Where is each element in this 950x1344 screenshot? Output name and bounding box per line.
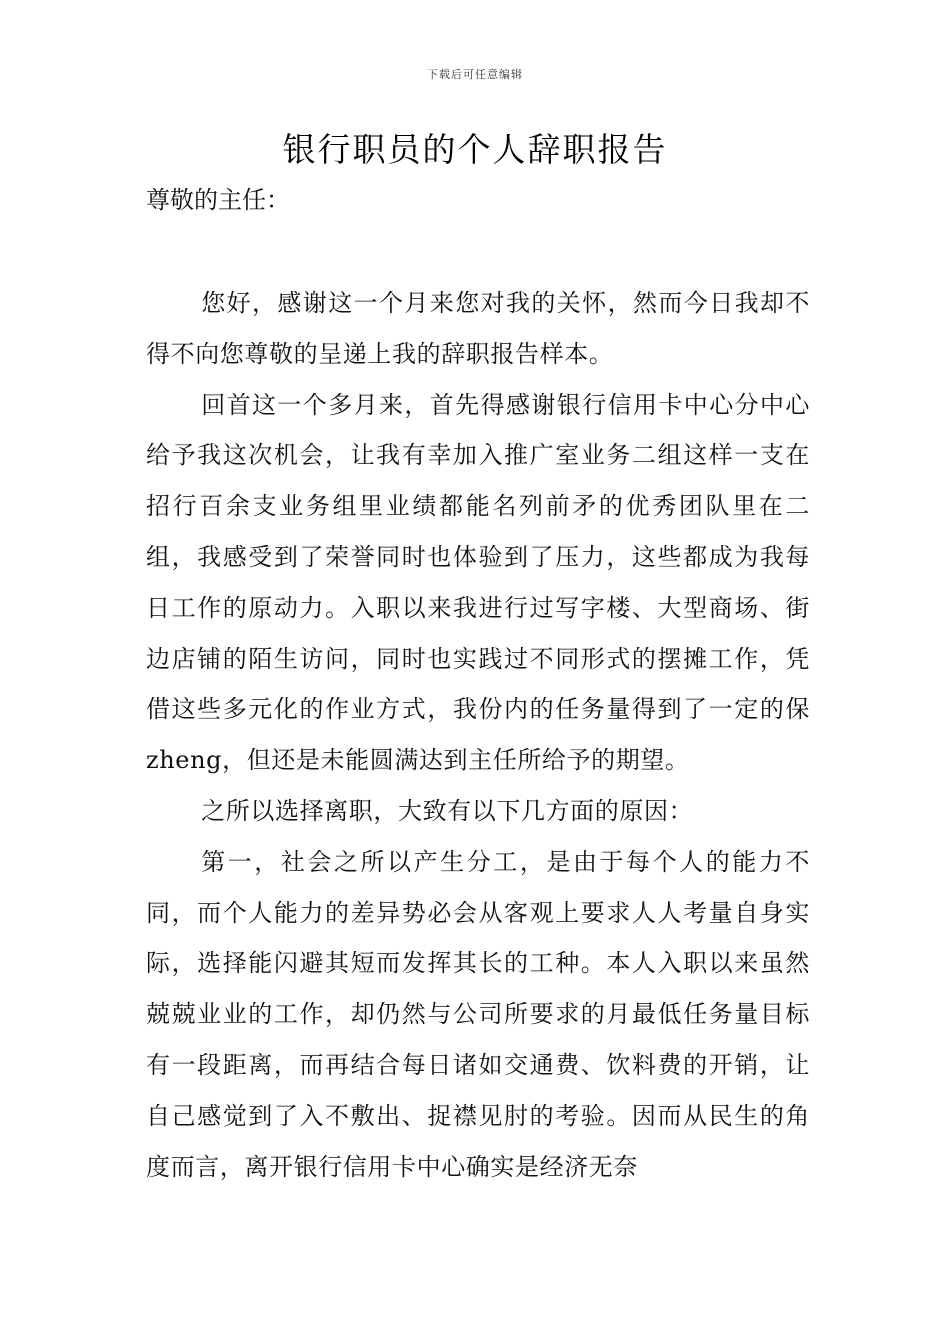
salutation: 尊敬的主任： (146, 186, 290, 214)
paragraph-greeting: 您好，感谢这一个月来您对我的关怀，然而今日我却不得不向您尊敬的呈递上我的辞职报告样本。 (146, 289, 810, 368)
paragraph-reasons-intro: 之所以选择离职，大致有以下几方面的原因： (201, 796, 694, 825)
paragraph-reason-one: 第一，社会之所以产生分工，是由于每个人的能力不同，而个人能力的差异势必会从客观上要求人人考量自身实际，选择能闪避其短而发挥其长的工种。本人入职以来虽然兢兢业业的工作，却仍然与公司所要求的月最低任务量目标有一段距离，而再结合每日诸如交通费、饮料费的开销，让自己感觉到了入不敷出、捉襟见肘的考验。因而从民生的角度而言，离开银行信用卡中心确实是经济无奈 (146, 847, 810, 1181)
letter-body (146, 278, 810, 1192)
paragraph-review: 回首这一个多月来，首先得感谢银行信用卡中心分中心给予我这次机会，让我有幸加入推广室业务二组这样一支在招行百余支业务组里业绩都能名列前矛的优秀团队里在二组，我感受到了荣誉同时也体验到了压力，这些都成为我每日工作的原动力。入职以来我进行过写字楼、大型商场、街边店铺的陌生访问，同时也实践过不同形式的摆摊工作，凭借这些多元化的作业方式，我份内的任务量得到了一定的保zheng，但还是未能圆满达到主任所给予的期望。 (146, 390, 810, 775)
header-note: 下载后可任意编辑 (427, 68, 523, 81)
document-title: 银行职员的个人辞职报告 (282, 130, 668, 169)
